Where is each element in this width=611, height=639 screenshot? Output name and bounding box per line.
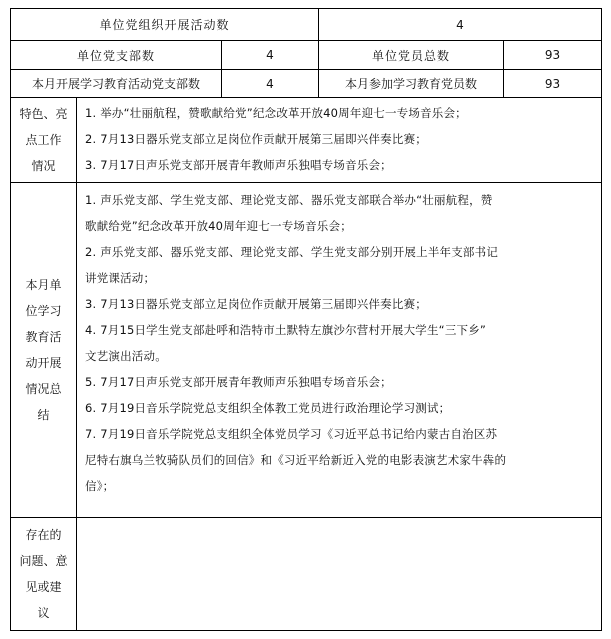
features-content (76, 97, 602, 183)
study-branches-label: 本月开展学习教育活动党支部数 (10, 69, 222, 98)
org-activities-value: 4 (318, 8, 602, 41)
summary-label: 本月单 位学习 教育活 动开展 情况总 结 (10, 182, 77, 518)
summary-line: 1. 声乐党支部、学生党支部、理论党支部、器乐党支部联合举办“壮丽航程，赞 (85, 193, 493, 207)
branches-label: 单位党支部数 (10, 40, 222, 70)
branches-value: 4 (221, 40, 319, 70)
summary-line: 讲党课活动； (85, 271, 156, 285)
study-members-label: 本月参加学习教育党员数 (318, 69, 504, 98)
summary-line: 尼特右旗乌兰牧骑队员们的回信》和《习近平给新近入党的电影表演艺术家牛犇的 (85, 453, 507, 467)
feature-item: 3. 7月17日声乐党支部开展青年教师声乐独唱专场音乐会； (85, 158, 392, 172)
summary-line: 5. 7月17日声乐党支部开展青年教师声乐独唱专场音乐会； (85, 375, 392, 389)
members-value: 93 (503, 40, 602, 70)
feature-item: 1. 举办“壮丽航程，赞歌献给党”纪念改革开放40周年迎七一专场音乐会； (85, 106, 467, 120)
issues-label: 存在的 问题、意 见或建 议 (10, 517, 77, 631)
summary-line: 3. 7月13日器乐党支部立足岗位作贡献开展第三届即兴伴奏比赛； (85, 297, 427, 311)
summary-line: 文艺演出活动。 (85, 349, 167, 363)
summary-line: 6. 7月19日音乐学院党总支组织全体教工党员进行政治理论学习测试； (85, 401, 451, 415)
issues-content[interactable] (76, 517, 602, 631)
features-label: 特色、亮 点工作 情况 (10, 97, 77, 183)
summary-line: 信》； (85, 479, 115, 493)
summary-line: 歌献给党”纪念改革开放40周年迎七一专场音乐会； (85, 219, 352, 233)
org-activities-label: 单位党组织开展活动数 (10, 8, 319, 41)
feature-item: 2. 7月13日器乐党支部立足岗位作贡献开展第三届即兴伴奏比赛； (85, 132, 427, 146)
study-members-value: 93 (503, 69, 602, 98)
summary-content (76, 182, 602, 518)
summary-line: 2. 声乐党支部、器乐党支部、理论党支部、学生党支部分别开展上半年支部书记 (85, 245, 499, 259)
summary-line: 7. 7月19日音乐学院党总支组织全体党员学习《习近平总书记给内蒙古自治区苏 (85, 427, 498, 441)
summary-line: 4. 7月15日学生党支部赴呼和浩特市土默特左旗沙尔营村开展大学生“三下乡” (85, 323, 487, 337)
study-branches-value: 4 (221, 69, 319, 98)
members-label: 单位党员总数 (318, 40, 504, 70)
